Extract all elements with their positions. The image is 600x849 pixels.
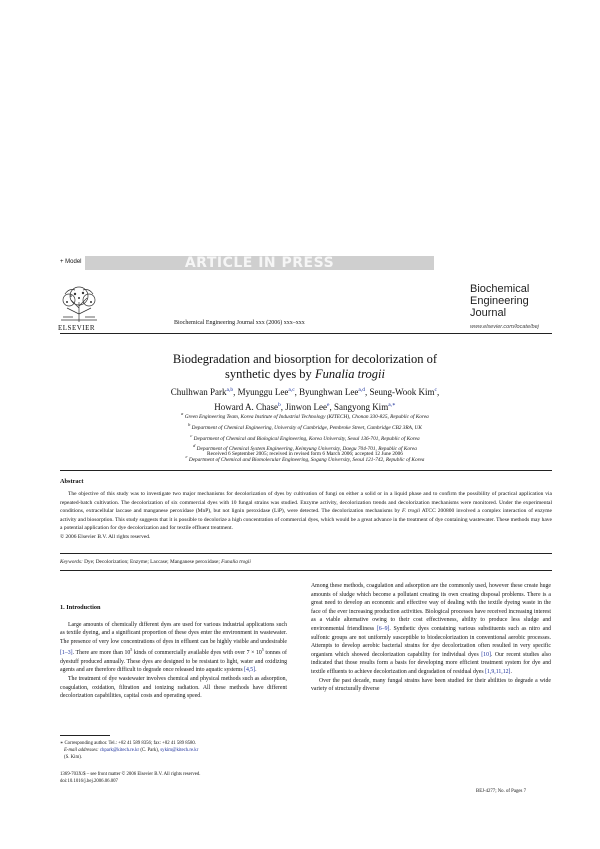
body-text: kinds of commercially available dyes with over 7 × 10 (132, 650, 262, 657)
author-affil-sup[interactable]: a,∗ (388, 402, 396, 408)
affiliation-text: Department of Chemical and Biomolecular Engineering, Sogang University, Seoul 121-742, Republic of Korea (188, 456, 425, 463)
body-text: Among these methods, coagulation and adsorption are the commonly used, however these create huge amounts of sludge which become a pollutant creating its own creating disposal problems. There is a great need to develop an economic and effective way of dealing with the textile dyeing waste in the face of the ever increasing production activities. Biological processes have received increasing interest as a viable alternative owing to their cost effectiveness, ability to produce less sludge and environmental friendliness (311, 583, 551, 632)
affiliation-item (60, 410, 550, 421)
author-line-2: Howard A. Chase$^b$, Jinwon Lee$^e$, Sangyong Kim$^{a,∗}$ (214, 402, 396, 412)
abstract-body (60, 490, 552, 541)
affiliation-item (60, 432, 550, 443)
title-text: synthetic dyes by (225, 367, 315, 381)
journal-logo-line: Engineering (470, 295, 529, 307)
keywords-label: Keywords: (60, 559, 83, 565)
email-owner: (C. Park), (139, 748, 161, 753)
abstract-heading: Abstract (60, 478, 84, 485)
abstract-text: ATCC 200800 involved a complex interaction of enzyme activity and biosorption. This study suggests that it is possible to decolorize a high concentration of commercial dyes, which would be a great advance in the treatment of dye containing wastewater. These methods may have a potential application for dye decolorization and for textile effluent treatment. (60, 508, 552, 531)
issn-doi (60, 771, 201, 785)
affiliation-sup: e (185, 454, 188, 460)
abstract-paragraph (60, 490, 552, 533)
body-text: tonnes of dyestuff produced annually. These dyes are designed to be resistant to light, water and oxidizing agents and are therefore difficult to degrade once released into aquatic systems (60, 650, 287, 674)
email-line (60, 747, 287, 754)
body-text: . (255, 667, 257, 674)
author-affil-sup[interactable]: a,c (288, 387, 295, 393)
body-text: . Synthetic dyes containing various substituents such as nitro and sulfonic groups are not uniformly susceptible to biodecolorization in conventional aerobic processes. Attempts to develop aerobic bacterial strains for dye decolorization often resulted in very specific organism which showed decolorization capability for individual dyes (311, 625, 551, 658)
author-name: Chulhwan Park (170, 387, 227, 397)
journal-logo-line: Biochemical (470, 283, 530, 295)
elsevier-tree-logo-icon (57, 284, 101, 324)
affiliation-text: Department of Chemical Engineering, University of Cambridge, Pembroke Street, Cambridge CB2 3RA, UK (191, 424, 422, 431)
title-species: Funalia trogii (314, 367, 385, 381)
email-owner-line: (S. Kim). (64, 755, 82, 760)
title-line-1: Biodegradation and biosorption for decolorization of (172, 352, 438, 366)
author-affil-sup[interactable]: a,b (226, 387, 234, 393)
author-name: Myunggu Lee (237, 387, 289, 397)
corresponding-author: ∗ Corresponding author. Tel.: +82 41 589 8356; fax: +82 41 589 8580. (60, 741, 197, 746)
body-text: . Our recent studies also indicated that those results form a basis for developing more efficient treatment system for dye and textile effluents to achieve decolorization and degradation of residual dyes (311, 651, 551, 675)
intro-paragraph-1 (60, 621, 287, 675)
journal-url[interactable]: www.elsevier.com/locate/bej (470, 324, 539, 330)
title-line-2 (60, 367, 550, 382)
author-affil-sup[interactable]: b (277, 402, 281, 408)
keywords-rule (60, 553, 552, 554)
affiliation-text: Green Engineering Team, Korea Institute of Industrial Technology (KITECH), Chonan 330-825, Republic of Korea (184, 413, 429, 420)
issn-line: 1369-703X/$ – see front matter © 2006 Elsevier B.V. All rights reserved. (60, 772, 201, 777)
affiliation-text: Department of Chemical and Biological Engineering, Korea University, Seoul 136-701, Republic of Korea (193, 435, 420, 442)
citation-link[interactable]: [1,9,11,12] (485, 668, 511, 675)
section-heading: 1. Introduction (60, 604, 101, 611)
author-affil-sup[interactable]: c (434, 387, 437, 393)
citation-link[interactable]: [1–3] (60, 650, 73, 657)
author-affil-sup[interactable]: a,d (358, 387, 365, 393)
keywords-text: Dye; Decolorization; Enzyme; Laccase; Manganese peroxidase; (82, 559, 222, 565)
abstract-text: The objective of this study was to investigate two major mechanisms for decolorization of dyes by cultivation of fungi on either a solid or in a liquid phase and to confirm the possibility of practical application via repeated-batch cultivation. The decolorization of six commercial dyes with 10 fungal strains was studied. Enzyme activity, decolorization trends and decolorization mechanisms were monitored. Under the experimental conditions, extracellular laccase and manganese peroxidase (MnP), but not lignin peroxidase (LiP), were detected. The decolorization mechanisms by (60, 491, 552, 514)
footnote (60, 740, 287, 761)
article-title (60, 352, 550, 382)
abstract-species: F. trogii (402, 508, 421, 514)
body-text: . There are more than 10 (72, 650, 131, 657)
email-label: E-mail addresses: (64, 748, 99, 753)
journal-reference: Biochemical Engineering Journal xxx (2006) xxx–xxx (174, 320, 305, 326)
press-banner-text: ARTICLE IN PRESS (184, 255, 335, 271)
author-name: Howard A. Chase (214, 402, 278, 412)
keywords (60, 559, 251, 565)
affiliation-text: Department of Chemical System Engineering, Keimyung University, Daegu 704-701, Republic of Korea (196, 446, 417, 453)
email-link[interactable]: chpark@kitech.re.kr (99, 748, 140, 753)
author-name: Seung-Wook Kim (369, 387, 435, 397)
model-label: + Model (60, 259, 82, 265)
affiliation-sup: a (181, 411, 184, 416)
header-divider (60, 333, 552, 334)
author-affil-sup[interactable]: e (326, 402, 330, 408)
footnote-rule (60, 735, 110, 736)
publisher-name: ELSEVIER (58, 324, 96, 332)
intro-paragraph-2: The treatment of dye wastewater involves chemical and physical methods such as adsorption, coagulation, oxidation, filtration and ionizing radiation. All these methods have different decolorization capabilities, capital costs and operating speed. (60, 676, 287, 700)
abstract-top-rule (60, 470, 552, 471)
affiliation-sup: b (188, 421, 191, 427)
citation-link[interactable]: [6–9] (376, 625, 390, 632)
author-name: Sangyong Kim (333, 402, 389, 412)
email-link[interactable]: sykim@kitech.re.kr (160, 748, 199, 753)
citation-link[interactable]: [4,5] (244, 667, 256, 674)
received-dates: Received 6 September 2005; received in revised form 6 March 2006; accepted 12 June 2006 (207, 451, 403, 457)
author-name: Jinwon Lee (285, 402, 327, 412)
superscript: 5 (130, 647, 133, 653)
body-text: Large amounts of chemically different dyes are used for various industrial applications such as textile dyeing, and a significant proportion of these dyes enter the environment in wastewater. The presence of very low concentrations of dyes in effluent can be highly visible and undesirable (60, 621, 287, 645)
affiliation-item (60, 421, 550, 432)
affiliation-sup: d (193, 443, 196, 449)
keywords-bottom-rule (60, 570, 552, 571)
doi-line[interactable]: doi:10.1016/j.bej.2006.06.007 (60, 779, 118, 784)
journal-logo (470, 283, 552, 319)
intro-paragraph-4: Over the past decade, many fungal strains have been studied for their abilities to degrade a wide variety of structurally diverse (311, 677, 551, 693)
left-column (60, 604, 287, 701)
author-name: Byunghwan Lee (299, 387, 359, 397)
right-column (311, 582, 551, 694)
journal-logo-line: Journal (470, 307, 507, 319)
intro-paragraph-3 (311, 582, 551, 677)
page-info: BEJ-4277; No. of Pages 7 (476, 789, 526, 794)
body-text: . (510, 668, 512, 675)
superscript: 5 (261, 647, 264, 653)
citation-link[interactable]: [10] (481, 651, 491, 658)
affiliation-sup: c (190, 432, 193, 438)
keywords-species: Funalia trogii (221, 559, 251, 565)
abstract-copyright: © 2006 Elsevier B.V. All rights reserved. (60, 533, 151, 540)
author-line-1: Chulhwan Park$^{a,b}$, Myunggu Lee$^{a,c}$, Byunghwan Lee$^{a,d}$, Seung-Wook Kim$^c$, (170, 387, 440, 397)
